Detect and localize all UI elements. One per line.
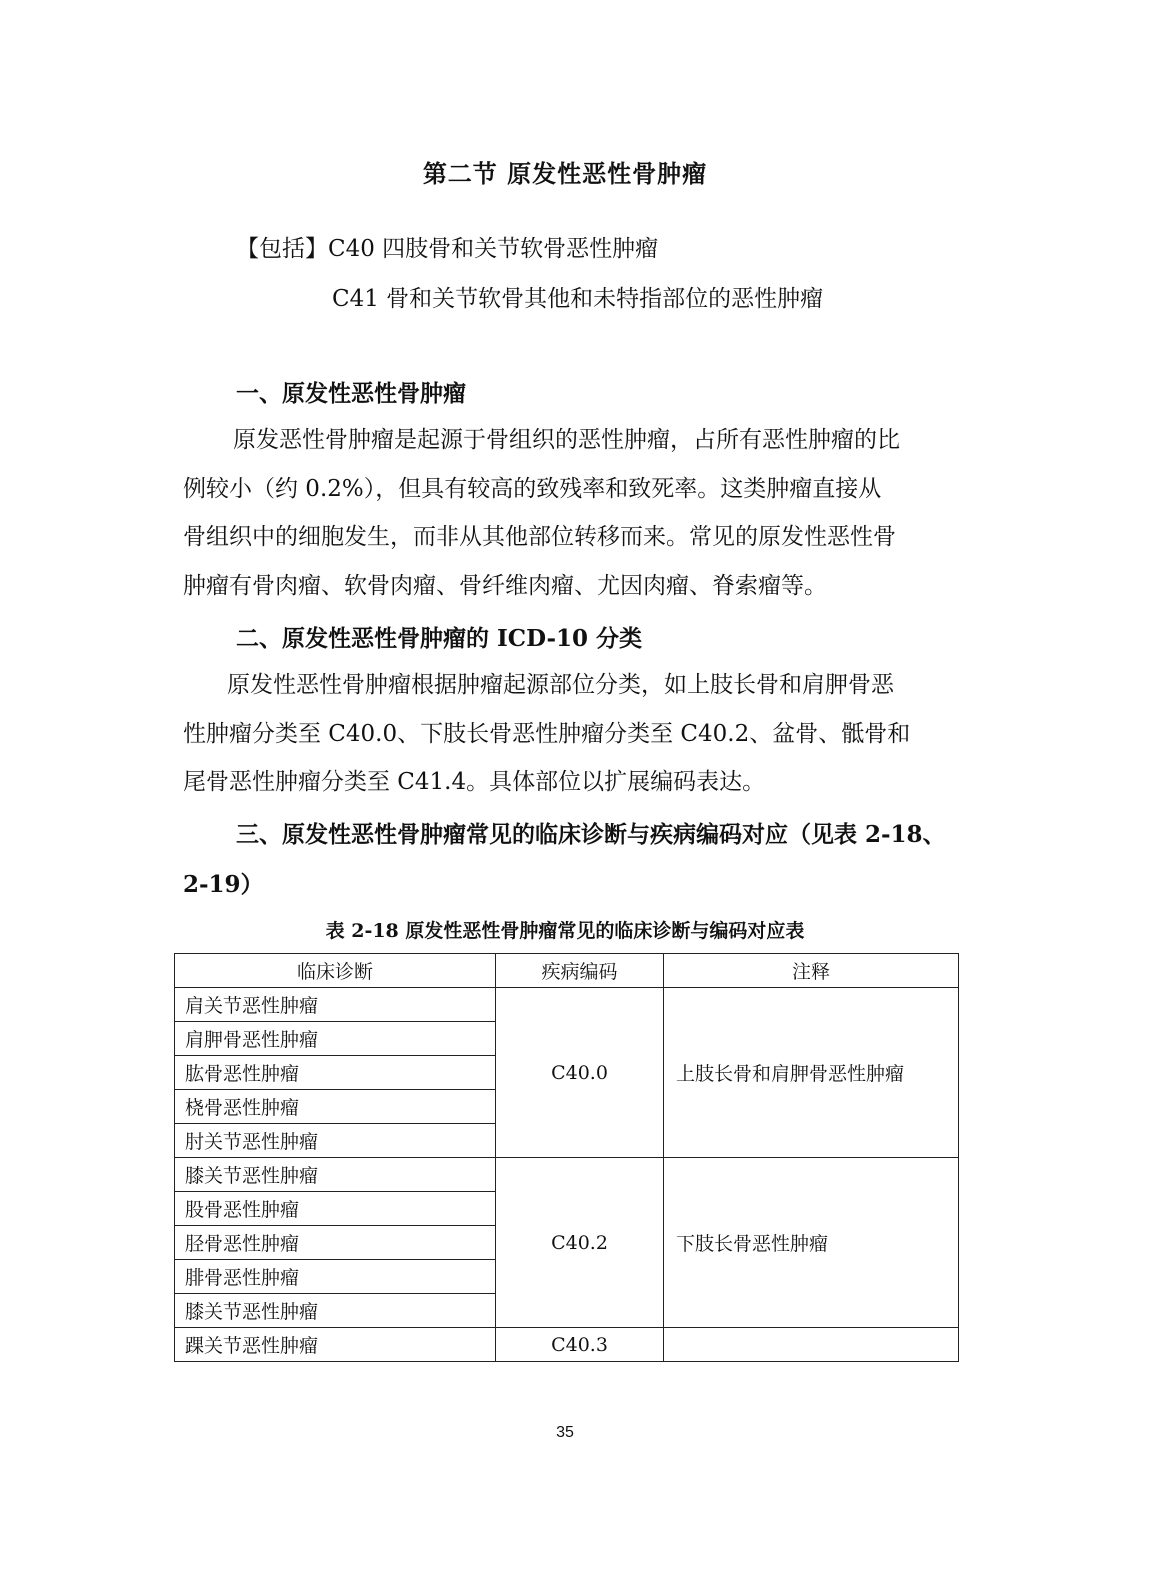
diagnosis-cell: 膝关节恶性肿瘤 <box>175 1158 496 1192</box>
diagnosis-cell: 胫骨恶性肿瘤 <box>175 1226 496 1260</box>
table-caption: 表 2-18 原发性恶性骨肿瘤常见的临床诊断与编码对应表 <box>325 920 805 942</box>
section2-line: 尾骨恶性肿瘤分类至 C41.4。具体部位以扩展编码表达。 <box>183 769 766 795</box>
diagnosis-cell: 桡骨恶性肿瘤 <box>175 1090 496 1124</box>
header-diagnosis: 临床诊断 <box>175 954 496 988</box>
section2-paragraph <box>183 661 939 807</box>
code-cell: C40.2 <box>496 1158 664 1328</box>
header-code: 疾病编码 <box>496 954 664 988</box>
section1-line: 肿瘤有骨肉瘤、软骨肉瘤、骨纤维肉瘤、尤因肉瘤、脊索瘤等。 <box>183 572 827 599</box>
diagnosis-cell: 膝关节恶性肿瘤 <box>175 1294 496 1328</box>
section1-line: 原发恶性骨肿瘤是起源于骨组织的恶性肿瘤，占所有恶性肿瘤的比 <box>233 427 900 453</box>
section1-line: 例较小（约 0.2%），但具有较高的致残率和致死率。这类肿瘤直接从 <box>183 475 882 502</box>
diagnosis-code-table <box>174 953 959 1362</box>
section3-heading-line1: 三、原发性恶性骨肿瘤常见的临床诊断与疾病编码对应（见表 2-18、 <box>236 821 946 848</box>
diagnosis-cell: 肘关节恶性肿瘤 <box>175 1124 496 1158</box>
diagnosis-cell: 肩胛骨恶性肿瘤 <box>175 1022 496 1056</box>
section1-line: 骨组织中的细胞发生，而非从其他部位转移而来。常见的原发性恶性骨 <box>183 524 896 550</box>
table-row <box>175 988 959 1022</box>
includes-label: 【包括】 <box>236 236 328 262</box>
section3-heading-line2: 2-19） <box>183 871 264 898</box>
section2-heading: 二、原发性恶性骨肿瘤的 ICD-10 分类 <box>236 625 643 652</box>
header-note: 注释 <box>664 954 959 988</box>
includes-line-1 <box>236 230 658 263</box>
page-number: 35 <box>556 1424 574 1441</box>
note-cell: 上肢长骨和肩胛骨恶性肿瘤 <box>664 988 959 1158</box>
section2-line: 性肿瘤分类至 C40.0、下肢长骨恶性肿瘤分类至 C40.2、盆骨、骶骨和 <box>183 720 911 747</box>
code-cell: C40.0 <box>496 988 664 1158</box>
diagnosis-cell: 腓骨恶性肿瘤 <box>175 1260 496 1294</box>
code-cell: C40.3 <box>496 1328 664 1362</box>
diagnosis-cell: 股骨恶性肿瘤 <box>175 1192 496 1226</box>
diagnosis-cell: 肱骨恶性肿瘤 <box>175 1056 496 1090</box>
note-cell <box>664 1328 959 1362</box>
section-title: 第二节 原发性恶性骨肿瘤 <box>422 159 708 188</box>
section1-paragraph <box>183 416 939 610</box>
diagnosis-cell: 踝关节恶性肿瘤 <box>175 1328 496 1362</box>
section1-heading: 一、原发性恶性骨肿瘤 <box>236 380 466 407</box>
includes-c40: C40 四肢骨和关节软骨恶性肿瘤 <box>328 236 659 262</box>
diagnosis-cell: 肩关节恶性肿瘤 <box>175 988 496 1022</box>
note-cell: 下肢长骨恶性肿瘤 <box>664 1158 959 1328</box>
table-header-row <box>175 954 959 988</box>
includes-c41: C41 骨和关节软骨其他和未特指部位的恶性肿瘤 <box>332 286 824 312</box>
section2-line: 原发性恶性骨肿瘤根据肿瘤起源部位分类，如上肢长骨和肩胛骨恶 <box>227 672 894 698</box>
table-row <box>175 1158 959 1192</box>
table-row <box>175 1328 959 1362</box>
